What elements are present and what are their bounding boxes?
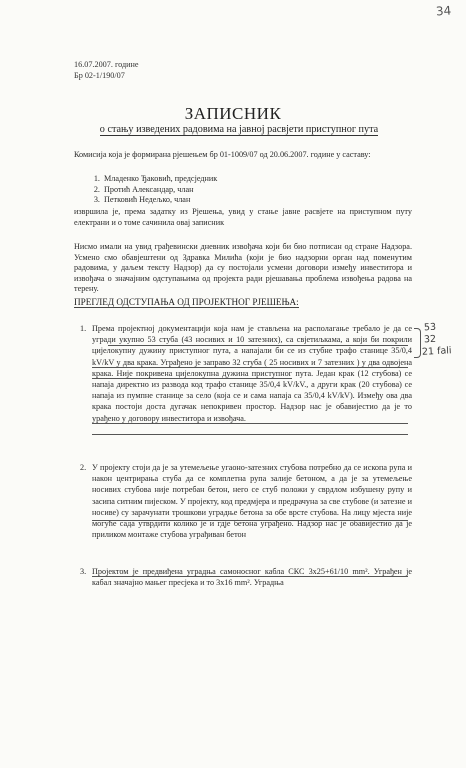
document-date: 16.07.2007. године	[74, 60, 139, 69]
item-text: Према пројектној документацији која нам је стављена на располагање требало је да се угради укупно 53 стуба (43 носивих и 10 затезних), са свјетиљкама, а који би покрили цијелокупну дужину приступног пута, а напајали би се из стубне трафо станице 35/0,4 kV/kV у два крака. Уграђено је заправо 32 стуба ( 25 носивих и 7 затезних ) у два одвојена крака. Није покривена цијелокупна дужина приступног пута. Један крак (12 стубова) се напаја директно из развода код трафо станице 35/0,4 kV/kV., а други крак (20 стубова) се напаја из пумпне станице за село (која се и сама напаја са 35/0,4 kV/kV). Између ова два крака постоји доста дугачак непокривен простор. Надзор нас је обавијестио да је то урађено у договору инвеститора и извођача.	[92, 324, 412, 423]
handwritten-note: 21 fali	[421, 345, 452, 358]
item-text: Пројектом је предвиђена уградња самоносног кабла СКС 3x25+61/10 mm². Уграђен је кабал значајно мањег пресјека и то 3x16 mm². Уградња	[92, 567, 412, 588]
handwritten-note: 53	[423, 321, 437, 334]
pencil-underline	[92, 434, 408, 435]
member-item: 3. Петковић Недељко, члан	[102, 195, 217, 206]
item-number: 1.	[80, 324, 87, 333]
page-number: 34	[435, 3, 452, 19]
item-text: У пројекту стоји да је за утемељење угаоно-затезних стубова потребно да се ископа рупа и након центрирања стуба да се комплетна рупа залије бетоном, а да је за утемељење носивих стубова није потребан бетон, него се стуб положи у сврдлом избушену рупу и засипа ситним пијеском. У пројекту, код предмјера и предрачуна за све стубове (и затезне и носиве) су зарачунати трошкови уградње бетона за обе врсте стубова. На лицу мјеста није могуће сада утврдити колико је и гдје бетона уграђено. Надзор нас је обавијестио да је приликом монтаже стубова уграђиван бетон	[92, 463, 412, 540]
supervision-paragraph: Нисмо имали на увид грађевински дневник извођача који би био потписан од стране Надзора. Усмено смо обавјештени од Здравка Милића (који је био надзорни орган над поменутим радовима, у даљем тексту Надзор) да су постојали усмени договори између инвеститора и извођача о значајним одступањима од пројекта ради рјешавања проблема извођења радова на терену.	[74, 242, 412, 294]
pencil-underline	[108, 345, 408, 346]
pencil-underline	[92, 378, 292, 379]
pencil-underline	[92, 576, 408, 577]
deviation-item-2	[80, 462, 412, 540]
pencil-underline	[92, 520, 408, 521]
section-heading: ПРЕГЛЕД ОДСТУПАЊА ОД ПРОЈЕКТНОГ РЈЕШЕЊА:	[74, 297, 299, 307]
handwritten-note: 32	[423, 333, 437, 346]
subtitle-text: о стању изведених радовима на јавној расвјети приступног пута	[99, 124, 379, 135]
inspection-paragraph: извршила је, према задатку из Рјешења, увид у стање јавне расвјете на приступном путу електрани и о томе сачинила овај записник	[74, 207, 412, 227]
handwritten-brace	[414, 328, 421, 358]
member-item: 1. Младенко Ђаковић, предсједник	[102, 174, 217, 185]
deviation-item-3	[80, 566, 412, 588]
deviation-item-1	[80, 323, 412, 424]
pencil-underline	[92, 423, 408, 424]
document-title: ЗАПИСНИК	[184, 104, 282, 123]
intro-paragraph: Комисија која је формирана рјешењем бр 01-1009/07 од 20.06.2007. године у саставу:	[74, 150, 371, 159]
item-number: 2.	[80, 463, 87, 472]
document-reference: Бр 02-1/190/07	[74, 71, 125, 80]
pencil-underline	[92, 367, 408, 368]
commission-members-list	[88, 174, 217, 206]
member-item: 2. Протић Александар, члан	[102, 185, 217, 196]
document-subtitle	[74, 124, 404, 135]
item-number: 3.	[80, 567, 87, 576]
